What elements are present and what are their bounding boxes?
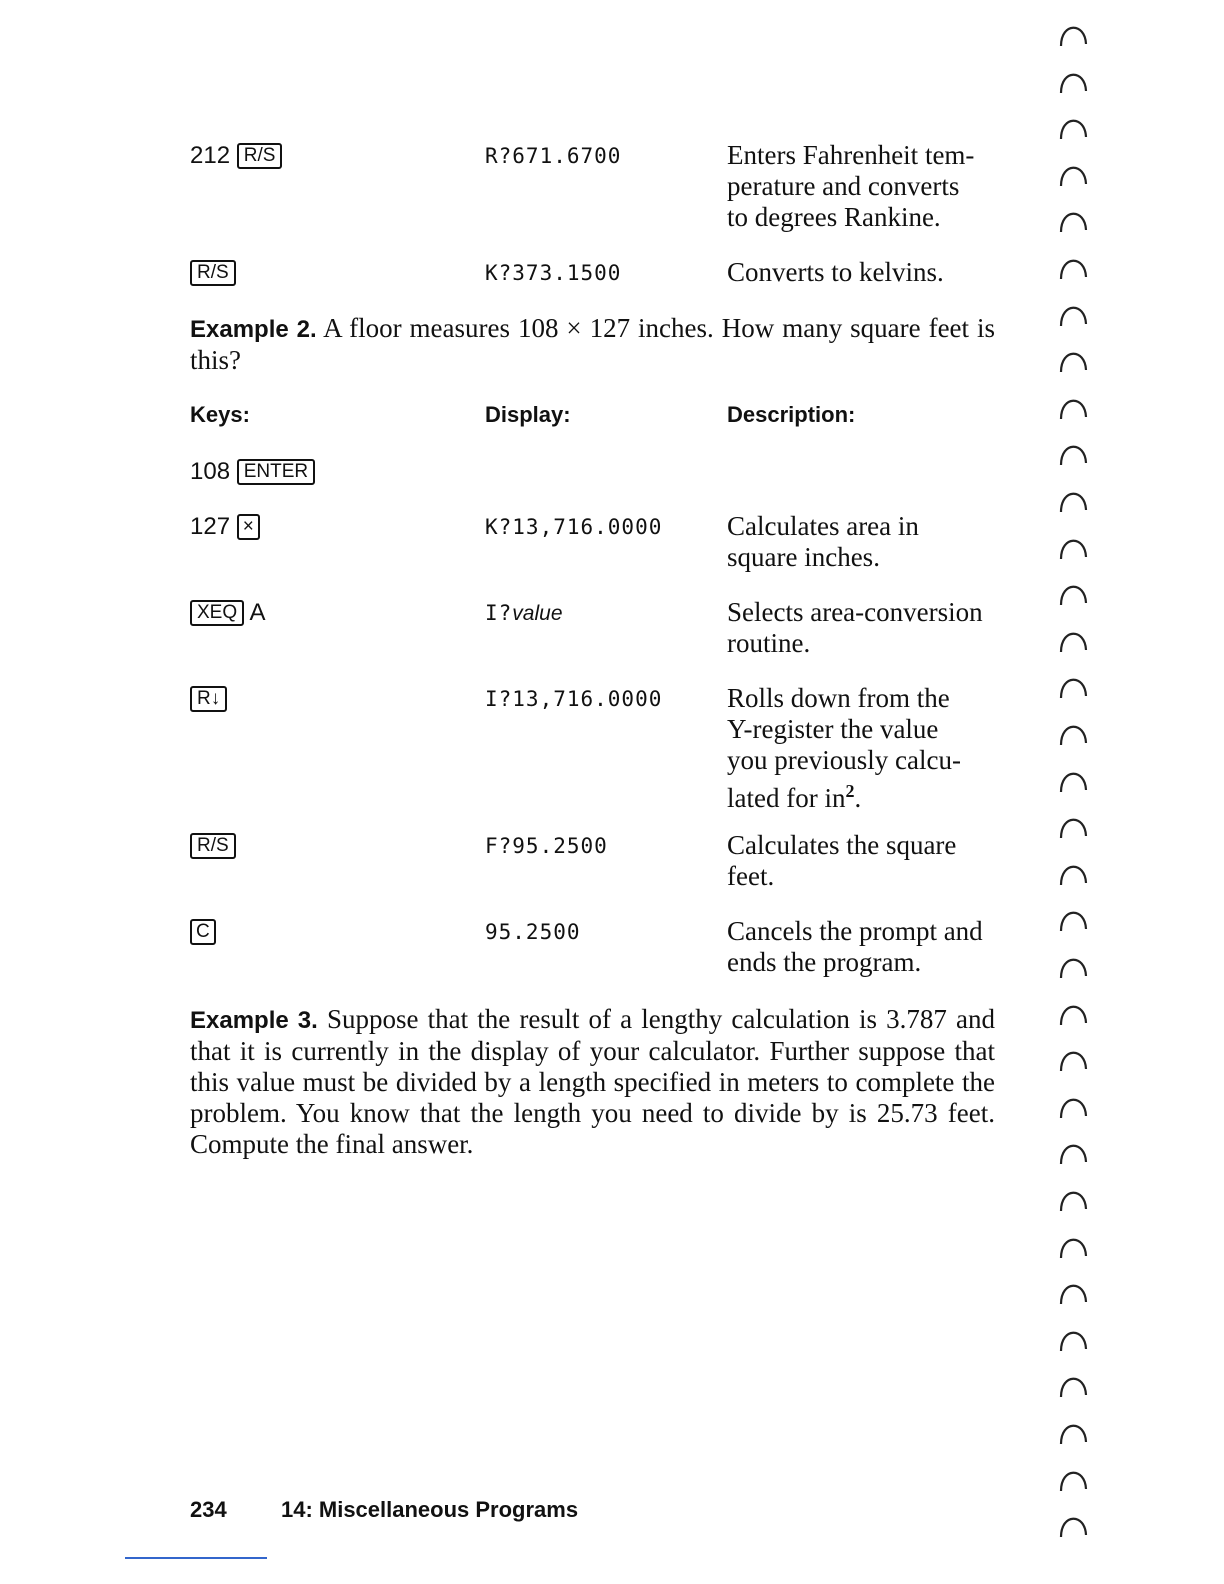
- display-cell: [485, 597, 563, 630]
- binding-ring-icon: [1058, 626, 1088, 656]
- desc-line: Enters Fahrenheit tem-: [727, 140, 975, 170]
- desc-line: to degrees Rankine.: [727, 202, 941, 232]
- description-cell: Cancels the prompt and ends the program.: [727, 916, 983, 977]
- binding-ring-icon: [1058, 952, 1088, 982]
- key-number: 108: [190, 458, 231, 485]
- header-keys: Keys:: [190, 402, 250, 427]
- display-cell: 95.2500: [485, 920, 581, 944]
- keys-cell: [190, 683, 227, 715]
- display-italic: value: [512, 602, 563, 625]
- display-cell: K?13,716.0000: [485, 515, 663, 539]
- table-row: [190, 511, 1000, 572]
- binding-ring-icon: [1058, 67, 1088, 97]
- keys-cell: [190, 456, 315, 488]
- key-xeq: XEQ: [190, 600, 244, 626]
- desc-line: Rolls down from the: [727, 683, 950, 713]
- binding-ring-icon: [1058, 393, 1088, 423]
- table-row: [190, 830, 1000, 891]
- binding-ring-icon: [1058, 160, 1088, 190]
- table-row: [190, 257, 1000, 287]
- keys-cell: [190, 511, 260, 543]
- page-number: 234: [190, 1497, 227, 1522]
- binding-ring-icon: [1058, 1278, 1088, 1308]
- binding-ring-icon: [1058, 439, 1088, 469]
- key-r-s: R/S: [190, 260, 236, 286]
- display-cell: R?671.6700: [485, 144, 622, 168]
- key-r-s: R/S: [190, 833, 236, 859]
- binding-ring-icon: [1058, 1418, 1088, 1448]
- keys-cell: [190, 257, 236, 289]
- binding-ring-icon: [1058, 1138, 1088, 1168]
- binding-ring-icon: [1058, 1045, 1088, 1075]
- example-3-text: Suppose that the result of a lengthy calculation is 3.787 and that it is currently in the display of your calculator. Further suppose that this value must be divided by a length specified in meters to complete the problem. You know that the length you need to divide by is 25.73 feet. Compute the final answer.: [190, 1004, 995, 1159]
- table-row: [190, 456, 1000, 485]
- key-r-s: R/S: [237, 143, 283, 169]
- desc-line: perature and converts: [727, 171, 960, 201]
- binding-ring-icon: [1058, 1511, 1088, 1541]
- description-cell: Converts to kelvins.: [727, 257, 944, 287]
- binding-ring-icon: [1058, 253, 1088, 283]
- table-row: [190, 916, 1000, 977]
- table-row: [190, 683, 1000, 813]
- binding-ring-icon: [1058, 533, 1088, 563]
- header-display: Display:: [485, 402, 571, 427]
- key-enter: ENTER: [237, 459, 315, 485]
- key-clear: C: [190, 919, 216, 945]
- binding-ring-icon: [1058, 999, 1088, 1029]
- keys-cell: [190, 597, 265, 629]
- binding-ring-icon: [1058, 905, 1088, 935]
- desc-line: you previously calcu-: [727, 745, 961, 775]
- binding-ring-icon: [1058, 672, 1088, 702]
- keys-cell: [190, 140, 282, 172]
- binding-ring-icon: [1058, 1325, 1088, 1355]
- example-2-label: Example 2.: [190, 316, 317, 343]
- description-cell: Selects area-conversion routine.: [727, 597, 983, 658]
- desc-line: Y-register the value: [727, 714, 939, 744]
- display-cell: K?373.1500: [485, 261, 622, 285]
- keys-cell: [190, 916, 216, 948]
- binding-ring-icon: [1058, 766, 1088, 796]
- page-footer: [190, 1497, 578, 1523]
- desc-text: lated for in: [727, 783, 846, 813]
- desc-end: .: [854, 783, 862, 813]
- binding-ring-icon: [1058, 1371, 1088, 1401]
- binding-ring-icon: [1058, 859, 1088, 889]
- key-letter: A: [249, 599, 266, 626]
- key-multiply: ×: [237, 514, 260, 540]
- example-3-label: Example 3.: [190, 1007, 318, 1034]
- binding-ring-icon: [1058, 206, 1088, 236]
- binding-ring-icon: [1058, 812, 1088, 842]
- binding-ring-icon: [1058, 1185, 1088, 1215]
- binding-ring-icon: [1058, 1092, 1088, 1122]
- display-cell: F?95.2500: [485, 834, 608, 858]
- example-2-text: A floor measures 108 × 127 inches. How many square feet is this?: [190, 313, 996, 375]
- binding-ring-icon: [1058, 486, 1088, 516]
- display-cell: I?13,716.0000: [485, 687, 663, 711]
- example-2-paragraph: [190, 313, 995, 376]
- description-cell: [727, 140, 997, 233]
- binding-ring-icon: [1058, 1232, 1088, 1262]
- binding-ring-icon: [1058, 719, 1088, 749]
- description-cell: Calculates the square feet.: [727, 830, 957, 891]
- key-number: 127: [190, 513, 231, 540]
- key-roll-down: R↓: [190, 686, 227, 712]
- binding-ring-icon: [1058, 1465, 1088, 1495]
- binding-ring-icon: [1058, 579, 1088, 609]
- binding-ring-icon: [1058, 346, 1088, 376]
- binding-edge-line: [125, 1557, 267, 1559]
- chapter-title: 14: Miscellaneous Programs: [280, 1497, 579, 1522]
- example-3-paragraph: [190, 1004, 995, 1160]
- binding-ring-icon: [1058, 113, 1088, 143]
- description-cell: [727, 683, 997, 814]
- superscript: 2: [845, 781, 855, 801]
- header-description: Description:: [727, 402, 856, 427]
- table-row: [190, 597, 1000, 658]
- key-number: 212: [190, 142, 231, 169]
- keys-cell: [190, 830, 236, 862]
- binding-ring-icon: [1058, 20, 1088, 50]
- table-row: [190, 140, 1000, 232]
- binding-ring-icon: [1058, 300, 1088, 330]
- description-cell: Calculates area in square inches.: [727, 511, 919, 572]
- display-prompt: I?: [485, 601, 513, 625]
- desc-line: [727, 776, 997, 814]
